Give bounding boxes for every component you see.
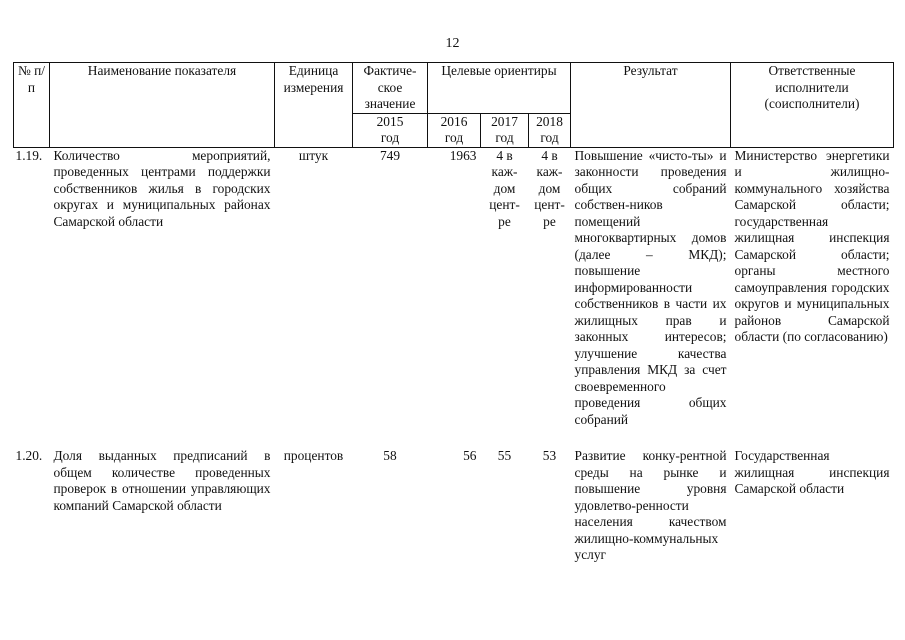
header-num: № п/п	[14, 63, 50, 148]
indicators-table	[13, 62, 894, 564]
result-text: Развитие конку-рентной среды на рынке и повышение уровня удовлетво-ренности населения качеством жилищно-коммунальных услуг	[574, 448, 727, 562]
header-year-2018: 2018 год	[529, 113, 571, 147]
header-result: Результат	[571, 63, 731, 148]
row-num: 1.20.	[15, 448, 43, 463]
header-year-2016: 2016 год	[428, 113, 481, 147]
responsible-text: Государственная жилищная инспекция Самарской области	[734, 448, 890, 496]
header-name: Наименование показателя	[50, 63, 275, 148]
value-2016: 1963	[449, 147, 477, 163]
header-responsible: Ответственные исполнители (соисполнители)	[731, 63, 894, 148]
responsible-text: Министерство энергетики и жилищно-коммунального хозяйства Самарской области; государственная жилищная инспекция Самарской области; органы местного самоуправления городских округов и муниципальных районов Самарской области (по согласованию)	[734, 147, 890, 344]
value-2015: 749	[379, 147, 401, 163]
indicator-unit: процентов	[283, 448, 344, 463]
value-2016: 56	[463, 448, 477, 463]
header-actual: Фактиче-ское значение	[353, 63, 428, 114]
value-2018: 53	[542, 448, 557, 463]
header-year-2015: 2015 год	[353, 113, 428, 147]
table-row	[14, 147, 894, 428]
value-2017: 4 в каж-дом цент-ре	[489, 147, 520, 229]
indicator-unit: штук	[298, 147, 329, 163]
header-targets: Целевые ориентиры	[428, 63, 571, 114]
row-spacer	[14, 428, 894, 448]
indicator-name: Количество мероприятий, проведенных центрами поддержки собственников жилья в городских округах и муниципальных районах Самарской области	[53, 147, 271, 229]
header-year-2017: 2017 год	[481, 113, 529, 147]
header-row-main	[14, 63, 894, 114]
value-2017: 55	[497, 448, 512, 463]
header-unit: Единица измерения	[275, 63, 353, 148]
value-2018: 4 в каж-дом цент-ре	[534, 147, 565, 229]
value-2015: 58	[383, 448, 397, 463]
row-num: 1.19.	[15, 147, 43, 163]
page-number: 12	[445, 36, 460, 51]
table-row	[14, 448, 894, 564]
indicator-name: Доля выданных предписаний в общем количестве проведенных проверок в отношении управляющих компаний Самарской области	[53, 448, 271, 513]
result-text: Повышение «чисто-ты» и законности проведения общих собраний собствен-ников помещений многоквартирных домов (далее – МКД); повышение информированности собственников в части их жилищных прав и законных интересов; улучшение качества управления МКД за счет своевременного проведения общих собраний	[574, 147, 727, 427]
